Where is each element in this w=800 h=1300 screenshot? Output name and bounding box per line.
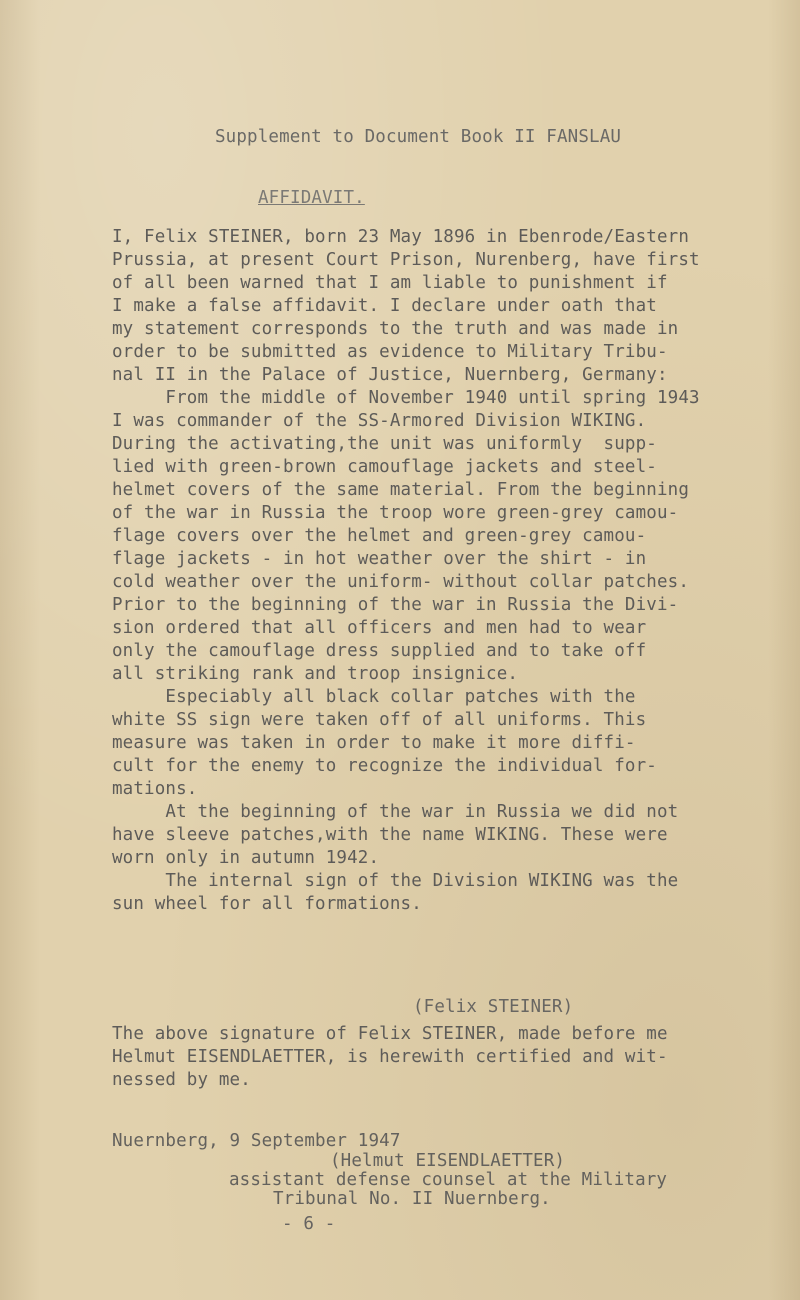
affidavit-body: I, Felix STEINER, born 23 May 1896 in Ebenrode/Eastern Prussia, at present Court Prison, Nurenberg, have first of all been warned that I am liable to punishment if I make a false affidavit. I declare under oath that my statement corresponds to the truth and was made in order to be submitted as evidence to Military Tribu- nal II in the Palace of Justice, Nuernberg, Germany: From the middle of November 1940 until spring 1943 I was commander of the SS-Armored Division WIKING. During the activating,the unit was uniformly supp- lied with green-brown camouflage jackets and steel- helmet covers of the same material. From the beginning of the war in Russia the troop wore green-grey camou- flage covers over the helmet and green-grey camou- flage jackets - in hot weather over the shirt - in cold weather over the uniform- without collar patches. Prior to the beginning of the war in Russia the Divi- sion ordered that all officers and men had to wear only the camouflage dress supplied and to take off all striking rank and troop insignice. Especiably all black collar patches with the white SS sign were taken off of all uniforms. This measure was taken in order to make it more diffi- cult for the enemy to recognize the individual for- mations. At the beginning of the war in Russia we did not have sleeve patches,with the name WIKING. These were worn only in autumn 1942. The internal sign of the Division WIKING was the sun wheel for all formations. — [112, 227, 700, 914]
counsel-role: assistant defense counsel at the Military — [229, 1170, 668, 1190]
counsel-name: (Helmut EISENDLAETTER) — [330, 1151, 566, 1171]
page-number: - 6 - — [282, 1214, 336, 1234]
place-date: Nuernberg, 9 September 1947 — [112, 1131, 401, 1151]
supplement-line: Supplement to Document Book II FANSLAU — [215, 127, 622, 147]
counsel-tribunal: Tribunal No. II Nuernberg. — [273, 1189, 551, 1209]
certification-text: The above signature of Felix STEINER, made before me Helmut EISENDLAETTER, is herewith certified and wit- nessed by me. — [112, 1024, 668, 1090]
signature-line: (Felix STEINER) — [413, 997, 574, 1017]
affidavit-heading: AFFIDAVIT. — [258, 188, 365, 208]
